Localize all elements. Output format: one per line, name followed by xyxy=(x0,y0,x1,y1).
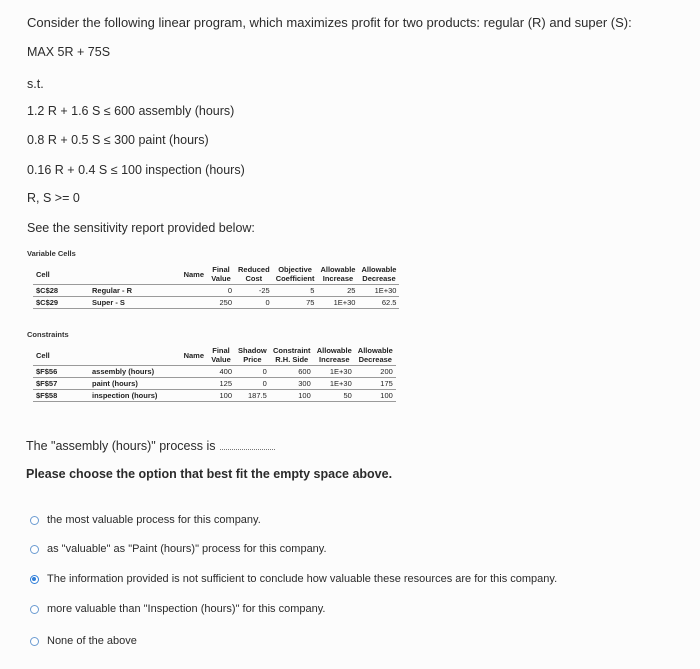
constraints-table xyxy=(33,345,396,402)
row-inc: 50 xyxy=(314,390,355,402)
row-dec: 62.5 xyxy=(358,297,399,309)
objective-function: MAX 5R + 75S xyxy=(27,45,111,59)
row-shadow: 187.5 xyxy=(235,390,270,402)
option-label: The information provided is not sufficient to conclude how valuable these resources are for this company. xyxy=(47,573,558,585)
header-final-value: Final Value xyxy=(211,346,231,364)
header-allowable-increase: Allowable Increase xyxy=(320,265,356,283)
nonnegativity-constraint: R, S >= 0 xyxy=(27,191,80,205)
table-row xyxy=(33,285,399,297)
header-allowable-decrease: Allowable Decrease xyxy=(357,346,393,364)
header-constraint-rhs: Constraint R.H. Side xyxy=(273,346,311,364)
row-cell: $F$58 xyxy=(33,390,89,402)
row-coef: 5 xyxy=(273,285,318,297)
row-rhs: 100 xyxy=(270,390,314,402)
header-reduced-cost: Reduced Cost xyxy=(238,265,270,283)
row-name: assembly (hours) xyxy=(89,366,207,378)
row-reduced: 0 xyxy=(235,297,273,309)
option-label: more valuable than "Inspection (hours)" for this company. xyxy=(47,603,326,615)
row-final: 125 xyxy=(207,378,235,390)
row-dec: 175 xyxy=(355,378,396,390)
answer-blank xyxy=(220,449,275,450)
answer-option[interactable] xyxy=(30,603,325,615)
row-dec: 200 xyxy=(355,366,396,378)
constraint-inspection: 0.16 R + 0.4 S ≤ 100 inspection (hours) xyxy=(27,163,245,177)
row-inc: 1E+30 xyxy=(314,366,355,378)
table-row xyxy=(33,366,396,378)
row-cell: $C$29 xyxy=(33,297,89,309)
see-report-text: See the sensitivity report provided below: xyxy=(27,221,255,235)
row-reduced: -25 xyxy=(235,285,273,297)
header-shadow-price: Shadow Price xyxy=(238,346,267,364)
radio-button[interactable] xyxy=(30,637,39,646)
answer-option[interactable] xyxy=(30,514,261,526)
constraint-assembly: 1.2 R + 1.6 S ≤ 600 assembly (hours) xyxy=(27,104,235,118)
header-cell: Cell xyxy=(36,350,50,360)
row-shadow: 0 xyxy=(235,366,270,378)
row-shadow: 0 xyxy=(235,378,270,390)
option-label: None of the above xyxy=(47,635,137,647)
row-rhs: 600 xyxy=(270,366,314,378)
table-row xyxy=(33,297,399,309)
statement-text: The "assembly (hours)" process is xyxy=(26,439,216,453)
header-name: Name xyxy=(183,350,204,360)
option-label: as "valuable" as "Paint (hours)" process for this company. xyxy=(47,543,327,555)
answer-option[interactable] xyxy=(30,543,327,555)
question-title: Consider the following linear program, which maximizes profit for two products: regular (R) and super (S): xyxy=(27,15,632,30)
constraints-title: Constraints xyxy=(27,330,69,339)
fill-in-blank-statement xyxy=(26,439,275,453)
instruction-text: Please choose the option that best fit the empty space above. xyxy=(26,467,393,481)
constraint-paint: 0.8 R + 0.5 S ≤ 300 paint (hours) xyxy=(27,133,209,147)
row-cell: $C$28 xyxy=(33,285,89,297)
row-name: paint (hours) xyxy=(89,378,207,390)
header-allowable-decrease: Allowable Decrease xyxy=(361,265,397,283)
header-name: Name xyxy=(183,269,204,279)
header-final-value: Final Value xyxy=(211,265,231,283)
row-cell: $F$57 xyxy=(33,378,89,390)
subject-to-label: s.t. xyxy=(27,77,44,91)
radio-button[interactable] xyxy=(30,516,39,525)
header-objective-coefficient: Objective Coefficient xyxy=(275,265,315,283)
radio-button[interactable] xyxy=(30,545,39,554)
row-rhs: 300 xyxy=(270,378,314,390)
row-inc: 1E+30 xyxy=(317,297,358,309)
row-final: 250 xyxy=(207,297,235,309)
row-inc: 1E+30 xyxy=(314,378,355,390)
row-dec: 1E+30 xyxy=(358,285,399,297)
option-label: the most valuable process for this company. xyxy=(47,514,261,526)
radio-button[interactable] xyxy=(30,605,39,614)
variable-cells-table xyxy=(33,264,399,309)
answer-option-selected[interactable] xyxy=(30,573,557,585)
row-final: 100 xyxy=(207,390,235,402)
header-allowable-increase: Allowable Increase xyxy=(316,346,352,364)
row-coef: 75 xyxy=(273,297,318,309)
row-inc: 25 xyxy=(317,285,358,297)
radio-button-selected[interactable] xyxy=(30,575,39,584)
table-row xyxy=(33,390,396,402)
row-dec: 100 xyxy=(355,390,396,402)
row-final: 0 xyxy=(207,285,235,297)
header-cell: Cell xyxy=(36,269,50,279)
row-name: Regular - R xyxy=(89,285,207,297)
variable-cells-title: Variable Cells xyxy=(27,249,76,258)
table-row xyxy=(33,378,396,390)
row-name: Super - S xyxy=(89,297,207,309)
row-cell: $F$56 xyxy=(33,366,89,378)
answer-option[interactable] xyxy=(30,635,137,647)
row-final: 400 xyxy=(207,366,235,378)
row-name: inspection (hours) xyxy=(89,390,207,402)
